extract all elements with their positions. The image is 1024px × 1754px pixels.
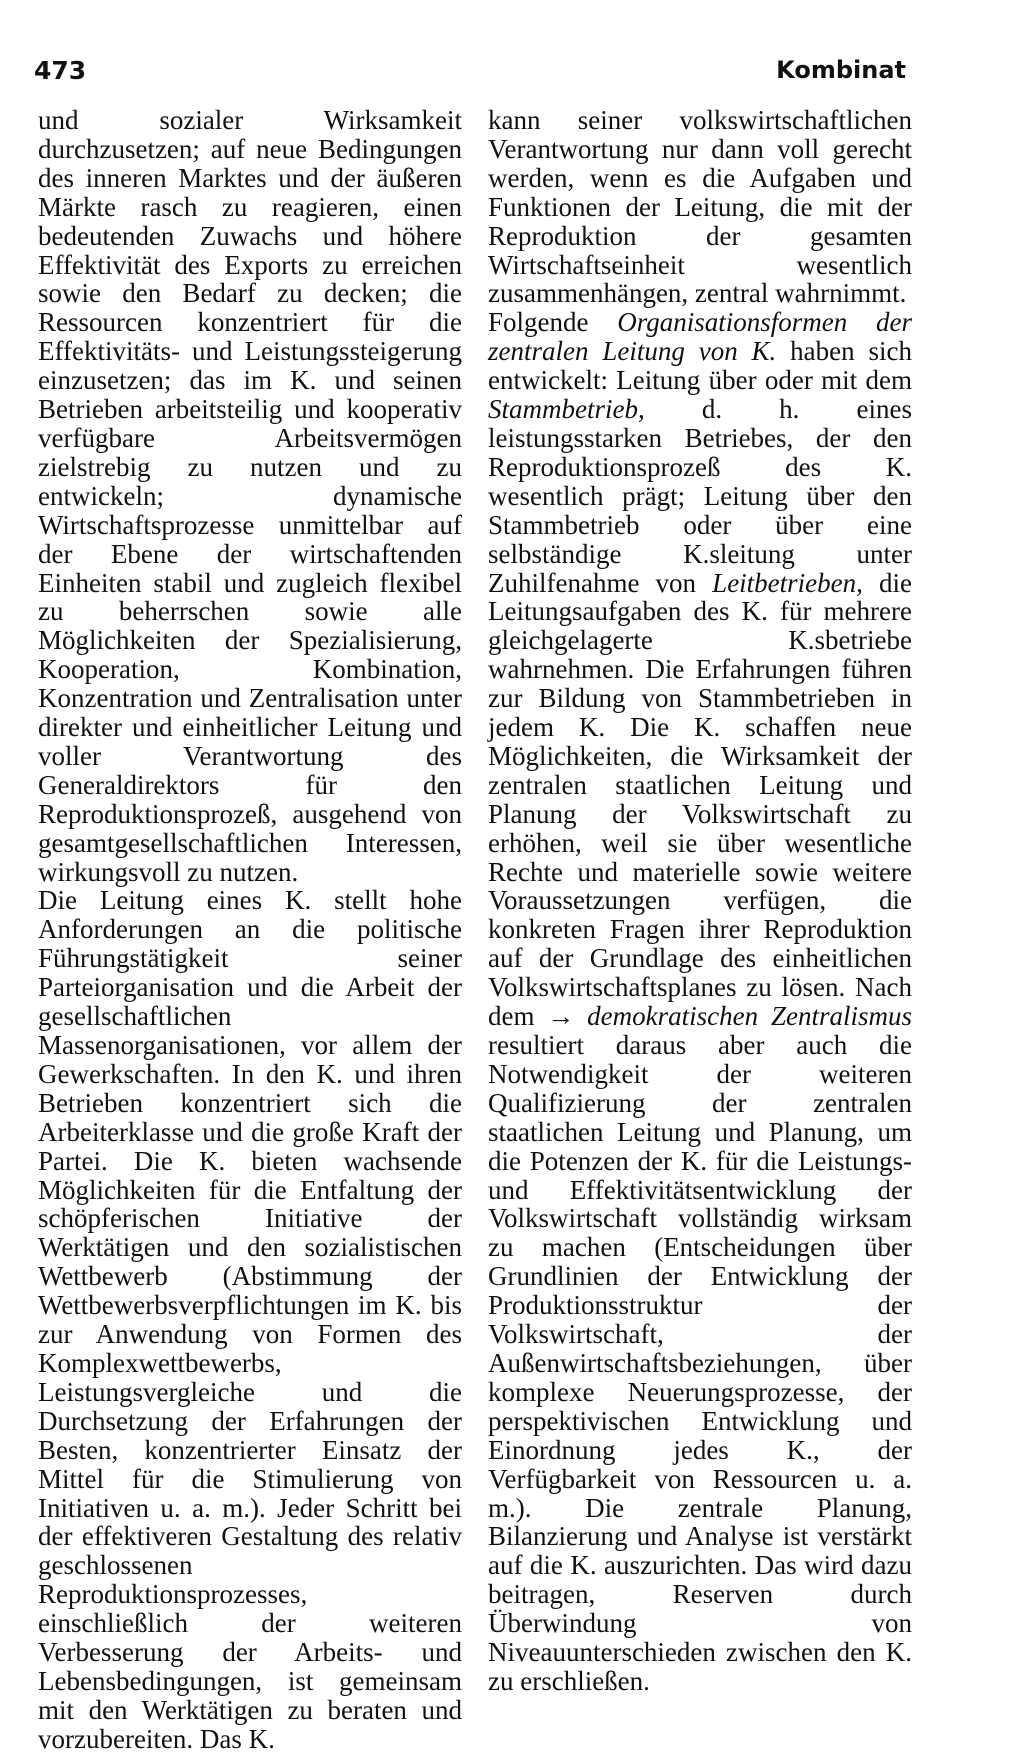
text-run: die Leitungsaufgaben des K. für mehrere gleichgelagerte K.sbetriebe wahrnehmen. Die Erfahrungen führen zur Bildung von Stammbetrieben in jedem K. Die K. schaffen neue Möglichkeiten, die Wirksamkeit der zentralen staatlichen Leitung und Planung der Volkswirtschaft zu erhöhen, weil sie über wesentliche Rechte und materielle sowie weitere Voraussetzungen verfügen, die konkreten Fragen ihrer Reproduktion auf der Grundlage des einheitlichen Volkswirtschaftsplanes zu lösen. Nach dem → bbox=[488, 567, 912, 1032]
emphasis-term: Organisationsformen der zentralen Leitung von K. bbox=[488, 307, 912, 367]
left-column bbox=[38, 106, 462, 1754]
running-head: Kombinat bbox=[776, 56, 906, 84]
page-header bbox=[34, 56, 906, 96]
page-number: 473 bbox=[34, 56, 87, 85]
right-column bbox=[488, 106, 912, 1696]
paragraph: und sozialer Wirksamkeit durchzusetzen; auf neue Bedingungen des inneren Marktes und der äußeren Märkte rasch zu reagieren, einen bedeutenden Zuwachs und höhere Effektivität des Exports zu erreichen sowie den Bedarf zu decken; die Ressourcen konzentriert für die Effektivitäts- und Leistungssteigerung einzusetzen; das im K. und seinen Betrieben arbeitsteilig und kooperativ verfügbare Arbeitsvermögen zielstrebig zu nutzen und zu entwickeln; dynamische Wirtschaftsprozesse unmittelbar auf der Ebene der wirtschaftenden Einheiten stabil und zugleich flexibel zu beherrschen sowie alle Möglichkeiten der Spezialisierung, Kooperation, Kombination, Konzentration und Zentralisation unter direkter und einheitlicher Leitung und voller Verantwortung des Generaldirektors für den Reproduktionsprozeß, ausgehend von gesamtgesellschaftlichen Interessen, wirkungsvoll zu nutzen. bbox=[38, 105, 462, 887]
paragraph: Die Leitung eines K. stellt hohe Anforderungen an die politische Führungstätigkeit seiner Parteiorganisation und die Arbeit der gesellschaftlichen Massenorganisationen, vor allem der Gewerkschaften. In den K. und ihren Betrieben konzentriert sich die Arbeiterklasse und die große Kraft der Partei. Die K. bieten wachsende Möglichkeiten für die Entfaltung der schöpferischen Initiative der Werktätigen und den sozialistischen Wettbewerb (Abstimmung der Wettbewerbsverpflichtungen im K. bis zur Anwendung von Formen des Komplexwettbewerbs, Leistungsvergleiche und die Durchsetzung der Erfahrungen der Besten, konzentrierter Einsatz der Mittel für die Stimulierung von Initiativen u. a. m.). Jeder Schritt bei der effektiveren Gestaltung des relativ geschlossenen Reproduktionsprozesses, einschließlich der weiteren Verbesserung der Arbeits- und Lebensbedingungen, ist gemeinsam mit den Werktätigen zu beraten und vorzubereiten. Das K. bbox=[38, 885, 462, 1754]
emphasis-term: Leitbetrieben, bbox=[712, 567, 863, 598]
text-run: haben sich entwickelt: Leitung über oder mit dem bbox=[488, 336, 912, 396]
emphasis-term: Stammbetrieb, bbox=[488, 394, 645, 425]
text-run: resultiert daraus aber auch die Notwendigkeit der weiteren Qualifizierung der zentralen staatlichen Leitung und Planung, um die Potenzen der K. für die Leistungs- und Effektivitätsentwicklung der Volkswirtschaft vollständig wirksam zu machen (Entscheidungen über Grundlinien der Entwicklung der Produktionsstruktur der Volkswirtschaft, der Außenwirtschaftsbeziehungen, über komplexe Neuerungsprozesse, der perspektivischen Entwicklung und Einordnung jedes K., der Verfügbarkeit von Ressourcen u. a. m.). Die zentrale Planung, Bilanzierung und Analyse ist verstärkt auf die K. auszurichten. Das wird dazu beitragen, Reserven durch Überwindung von Niveauunterschieden zwischen den K. zu erschließen. bbox=[488, 1030, 912, 1696]
paragraph bbox=[488, 308, 912, 1696]
paragraph: kann seiner volkswirtschaftlichen Verantwortung nur dann voll gerecht werden, wenn es die Aufgaben und Funktionen der Leitung, die mit der Reproduktion der gesamten Wirtschaftseinheit wesentlich zusammenhängen, zentral wahrnimmt. bbox=[488, 105, 912, 309]
text-run: Folgende bbox=[488, 307, 618, 338]
text-run: d. h. eines leistungsstarken Betriebes, der den Reproduktionsprozeß des K. wesentlich prägt; Leitung über den Stammbetrieb oder über eine selbständige K.sleitung unter Zuhilfenahme von bbox=[488, 394, 912, 598]
cross-reference-term: demokratischen Zentralismus bbox=[587, 1001, 912, 1032]
